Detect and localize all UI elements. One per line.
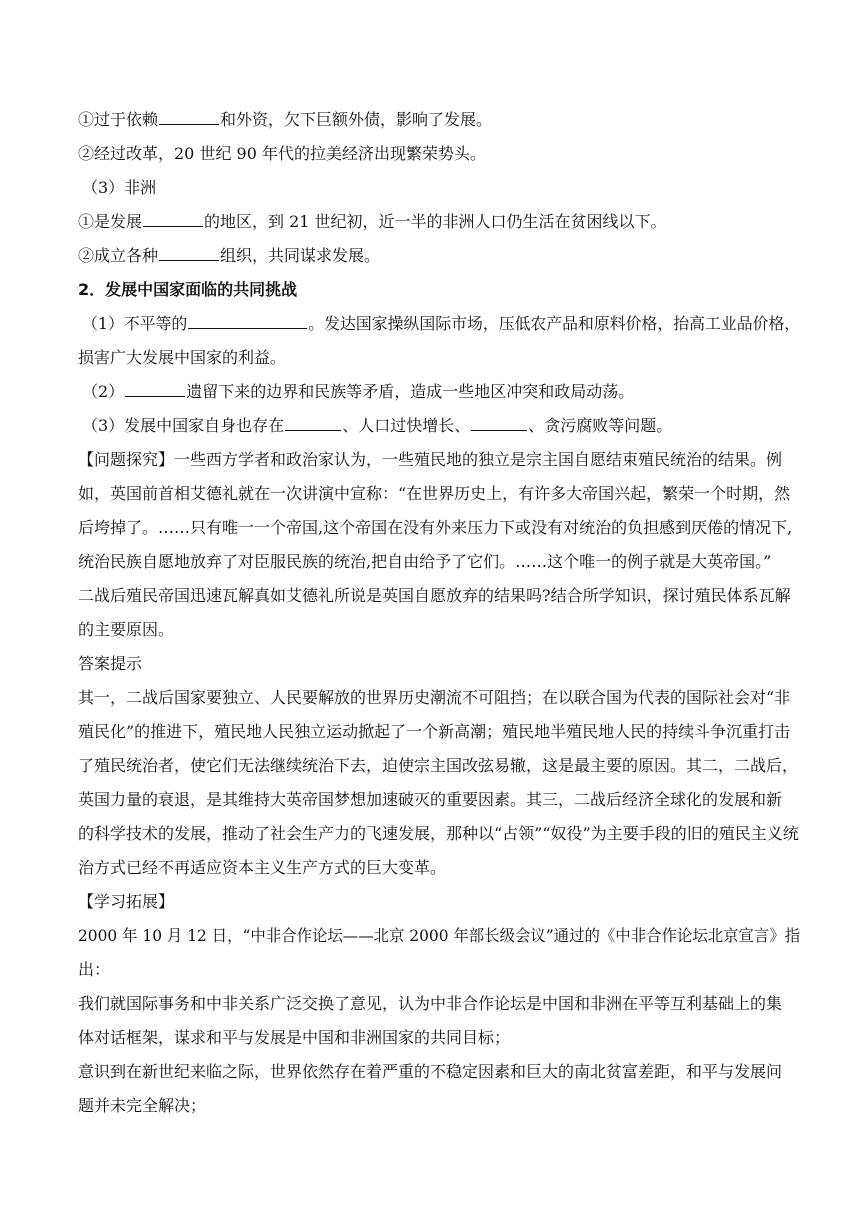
text-line: 【问题探究】一些西方学者和政治家认为，一些殖民地的独立是宗主国自愿结束殖民统治的结果。例	[78, 450, 783, 469]
text-segment: 组织，共同谋求发展。	[220, 246, 381, 265]
text-line: ②经过改革，20 世纪 90 年代的拉美经济出现繁荣势头。	[78, 144, 486, 163]
text-segment: （1）不平等的	[82, 314, 188, 333]
text-line: 后垮掉了。……只有唯一一个帝国,这个帝国在没有外来压力下或没有对统治的负担感到厌倦的情况下,	[78, 518, 793, 537]
text-line: 出：	[78, 960, 111, 979]
text-line: 统治民族自愿地放弃了对臣服民族的统治,把自由给予了它们。……这个唯一的例子就是大英帝国。”	[78, 552, 772, 571]
fill-in-blank	[125, 381, 185, 397]
text-segment: （3）发展中国家自身也存在	[82, 416, 285, 435]
text-segment: ①是发展	[78, 212, 143, 231]
fill-in-blank	[159, 245, 219, 261]
section-heading: 【学习拓展】	[78, 892, 175, 911]
text-line: 的主要原因。	[78, 620, 175, 639]
section-heading: 答案提示	[78, 654, 143, 673]
text-line: 我们就国际事务和中非关系广泛交换了意见，认为中非合作论坛是中国和非洲在平等互利基础上的集	[78, 994, 783, 1013]
text-line: 英国力量的衰退，是其维持大英帝国梦想加速破灭的重要因素。其三，二战后经济全球化的发展和新	[78, 790, 783, 809]
text-line: 意识到在新世纪来临之际，世界依然存在着严重的不稳定因素和巨大的南北贫富差距，和平与发展问	[78, 1062, 783, 1081]
fill-in-blank	[471, 415, 527, 431]
text-line: 治方式已经不再适应资本主义生产方式的巨大变革。	[78, 858, 447, 877]
text-line: 其一，二战后国家要独立、人民要解放的世界历史潮流不可阻挡；在以联合国为代表的国际社会对“非	[78, 688, 791, 707]
text-line: 2000 年 10 月 12 日，“中非合作论坛——北京 2000 年部长级会议”通过的《中非合作论坛北京宣言》指	[78, 926, 801, 945]
text-segment: 、人口过快增长、	[342, 416, 471, 435]
fill-in-blank	[188, 313, 307, 329]
text-line: 如，英国前首相艾德礼就在一次讲演中宣称：“在世界历史上，有许多大帝国兴起，繁荣一个时期，然	[78, 484, 791, 503]
text-segment: 。发达国家操纵国际市场，压低农产品和原料价格，抬高工业品价格，	[308, 314, 801, 333]
text-segment: （2）	[82, 382, 125, 401]
text-line: 二战后殖民帝国迅速瓦解真如艾德礼所说是英国自愿放弃的结果吗?结合所学知识，探讨殖民体系瓦解	[78, 586, 791, 605]
fill-in-blank	[143, 211, 203, 227]
text-line: 损害广大发展中国家的利益。	[78, 348, 287, 367]
text-line	[82, 381, 634, 403]
text-line: 的科学技术的发展，推动了社会生产力的飞速发展，那种以“占领”“奴役”为主要手段的旧的殖民主义统	[78, 824, 799, 843]
text-segment: ②成立各种	[78, 246, 159, 265]
text-line	[82, 313, 800, 335]
text-segment: 、贪污腐败等问题。	[528, 416, 673, 435]
text-line: 殖民化”的推进下，殖民地人民独立运动掀起了一个新高潮；殖民地半殖民地人民的持续斗争沉重打击	[78, 722, 791, 741]
text-line: 题并未完全解决；	[78, 1096, 207, 1115]
text-line	[78, 245, 380, 267]
text-line	[78, 211, 667, 233]
text-segment: ①过于依赖	[78, 110, 159, 129]
text-line	[78, 109, 492, 131]
text-line	[82, 415, 672, 437]
text-line: 体对话框架，谋求和平与发展是中国和非洲国家的共同目标；	[78, 1028, 511, 1047]
text-segment: 的地区，到 21 世纪初，近一半的非洲人口仍生活在贫困线以下。	[204, 212, 667, 231]
text-line: 了殖民统治者，使它们无法继续统治下去，迫使宗主国改弦易辙，这是最主要的原因。其二，二战后，	[78, 756, 799, 775]
text-segment: 和外资，欠下巨额外债，影响了发展。	[220, 110, 493, 129]
fill-in-blank	[159, 109, 219, 125]
fill-in-blank	[285, 415, 341, 431]
section-heading: （3）非洲	[82, 178, 157, 197]
section-title: 2．发展中国家面临的共同挑战	[78, 280, 298, 299]
text-segment: 遗留下来的边界和民族等矛盾，造成一些地区冲突和政局动荡。	[186, 382, 635, 401]
